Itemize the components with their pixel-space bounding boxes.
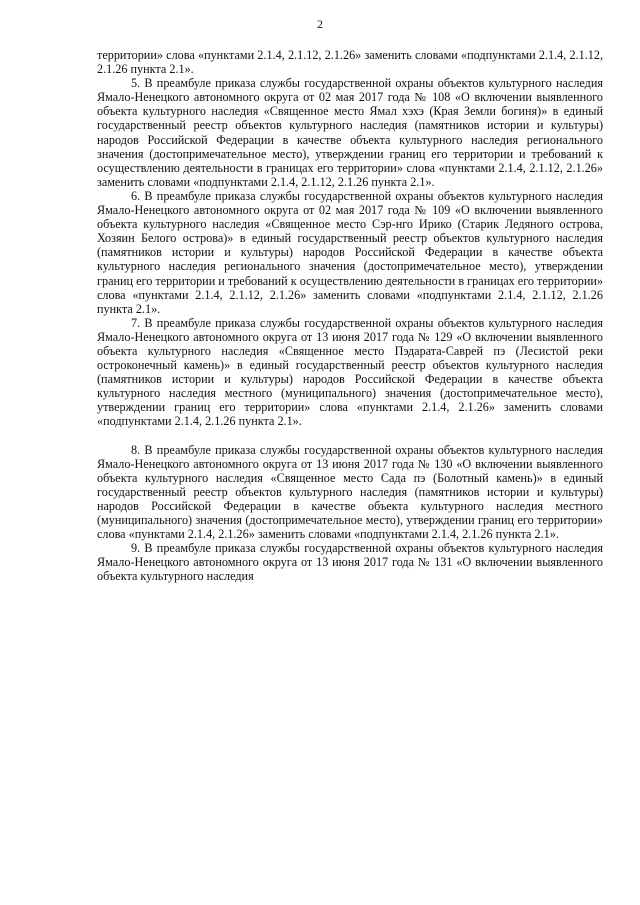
paragraph-item-5: 5. В преамбуле приказа службы государственной охраны объектов культурного наследия Ямало-Ненецкого автономного округа от 02 мая 2017 года № 108 «О включении выявленного объекта культурного наследия «Священное место Ямал хэхэ (Края Земли богиня)» в единый государственный реестр объектов культурного наследия (памятников истории и культуры) народов Российской Федерации в качестве объекта культурного наследия регионального значения (достопримечательное место), утверждении границ его территории и требований к осуществлению деятельности в границах его территории» слова «пунктами 2.1.4, 2.1.12, 2.1.26» заменить словами «подпунктами 2.1.4, 2.1.12, 2.1.26 пункта 2.1». (97, 76, 603, 189)
document-body (97, 48, 603, 583)
paragraph-item-6: 6. В преамбуле приказа службы государственной охраны объектов культурного наследия Ямало-Ненецкого автономного округа от 02 мая 2017 года № 109 «О включении выявленного объекта культурного наследия «Священное место Сэр-нго Ирико (Старик Ледяного острова, Хозяин Белого острова)» в единый государственный реестр объектов культурного наследия (памятников истории и культуры) народов Российской Федерации в качестве объекта культурного наследия регионального значения (достопримечательное место), утверждении границ его территории и требований к осуществлению деятельности в границах его территории» слова «пунктами 2.1.4, 2.1.12, 2.1.26» заменить словами «подпунктами 2.1.4, 2.1.12, 2.1.26 пункта 2.1». (97, 188, 603, 316)
paragraph-item-7: 7. В преамбуле приказа службы государственной охраны объектов культурного наследия Ямало-Ненецкого автономного округа от 13 июня 2017 года № 129 «О включении выявленного объекта культурного наследия «Священное место Пэдарата-Саврей пэ (Лесистой реки остроконечный камень)» в единый государственный реестр объектов культурного наследия (памятников истории и культуры) народов Российской Федерации в качестве объекта культурного наследия местного (муниципального) значения (достопримечательное место), утверждении границ его территории» слова «пунктами 2.1.4, 2.1.26» заменить словами «подпунктами 2.1.4, 2.1.26 пункта 2.1». (97, 315, 603, 429)
paragraph-item-9: 9. В преамбуле приказа службы государственной охраны объектов культурного наследия Ямало-Ненецкого автономного округа от 13 июня 2017 года № 131 «О включении выявленного объекта культурного наследия (97, 541, 603, 584)
paragraph-item-8: 8. В преамбуле приказа службы государственной охраны объектов культурного наследия Ямало-Ненецкого автономного округа от 13 июня 2017 года № 130 «О включении выявленного объекта культурного наследия «Священное место Сада пэ (Болотный камень)» в единый государственный реестр объектов культурного наследия (памятников истории и культуры) народов Российской Федерации в качестве объекта культурного наследия местного (муниципального) значения (достопримечательное место), утверждении границ его территории» слова «пунктами 2.1.4, 2.1.26» заменить словами «подпунктами 2.1.4, 2.1.26 пункта 2.1». (97, 442, 603, 542)
paragraph-continuation: территории» слова «пунктами 2.1.4, 2.1.12, 2.1.26» заменить словами «подпунктами 2.1.4, 2.1.12, 2.1.26 пункта 2.1». (97, 48, 603, 77)
paragraph-spacer (97, 429, 603, 443)
page-number: 2 (317, 17, 323, 31)
